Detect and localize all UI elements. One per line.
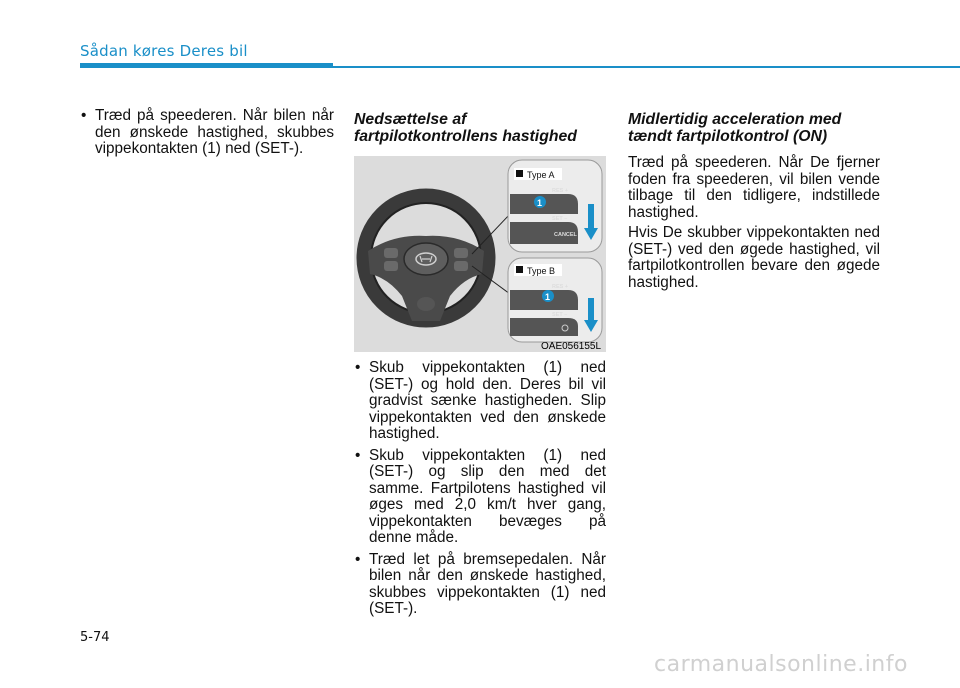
res-label: RES + — [552, 188, 569, 194]
list-item: • Træd på speederen. Når bilen når den ønskede hastighed, skubbes vippekontakten (1) ned (SET-). — [80, 108, 334, 158]
steering-wheel-figure — [354, 156, 606, 352]
steering-wheel-illustration — [354, 156, 606, 352]
watermark: carmanualsonline.info — [654, 652, 908, 677]
section-heading — [628, 111, 880, 145]
type-a-label: Type A — [527, 170, 555, 180]
callout-1: 1 — [537, 198, 543, 208]
bullet-list — [354, 360, 606, 623]
section-heading — [354, 111, 606, 145]
steering-wheel-icon — [364, 196, 510, 321]
bullet-list — [80, 108, 334, 158]
section-title: Sådan køres Deres bil — [80, 42, 248, 60]
cancel-label: CANCEL — [554, 232, 577, 238]
list-item: • Skub vippekontakten (1) ned (SET-) og hold den. Deres bil vil gradvist sænke hastigheden. Slip vippekontakten ved den ønskede hastighed. — [354, 360, 606, 443]
column-1 — [80, 108, 334, 163]
type-b-panel — [508, 258, 602, 342]
set-label: SET – — [552, 312, 568, 318]
header-rule-thin — [333, 66, 960, 68]
column-3 — [628, 111, 880, 291]
list-item: • Skub vippekontakten (1) ned (SET-) og slip den med det samme. Fartpilotens hastighed vil øges med 2,0 km/t hver gang, vippekontakten bevæges på denne måde. — [354, 448, 606, 547]
heading-line: Midlertidig acceleration med — [628, 111, 842, 128]
heading-line: Nedsættelse af — [354, 111, 467, 128]
heading-line: fartpilotkontrollens hastighed — [354, 128, 577, 145]
figure-code: OAE056155L — [541, 341, 602, 352]
heading-line: tændt fartpilotkontrol (ON) — [628, 128, 828, 145]
set-label: SET – — [552, 216, 568, 222]
list-item: • Træd let på bremsepedalen. Når bilen når den ønskede hastighed, skubbes vippekontakten (1) ned (SET-). — [354, 552, 606, 618]
type-b-label: Type B — [527, 266, 556, 276]
res-label: RES + — [552, 284, 569, 290]
page-number: 5-74 — [80, 630, 110, 645]
paragraph: Hvis De skubber vippekontakten ned (SET-) ved den øgede hastighed, vil fartpilotkontrollen bevare den øgede hastighed. — [628, 224, 880, 291]
paragraph: Træd på speederen. Når De fjerner foden fra speederen, vil bilen vende tilbage til den tidligere, indstillede hastighed. — [628, 154, 880, 221]
header-rule-thick — [80, 63, 333, 68]
callout-1: 1 — [545, 292, 551, 302]
type-a-panel — [508, 160, 602, 252]
